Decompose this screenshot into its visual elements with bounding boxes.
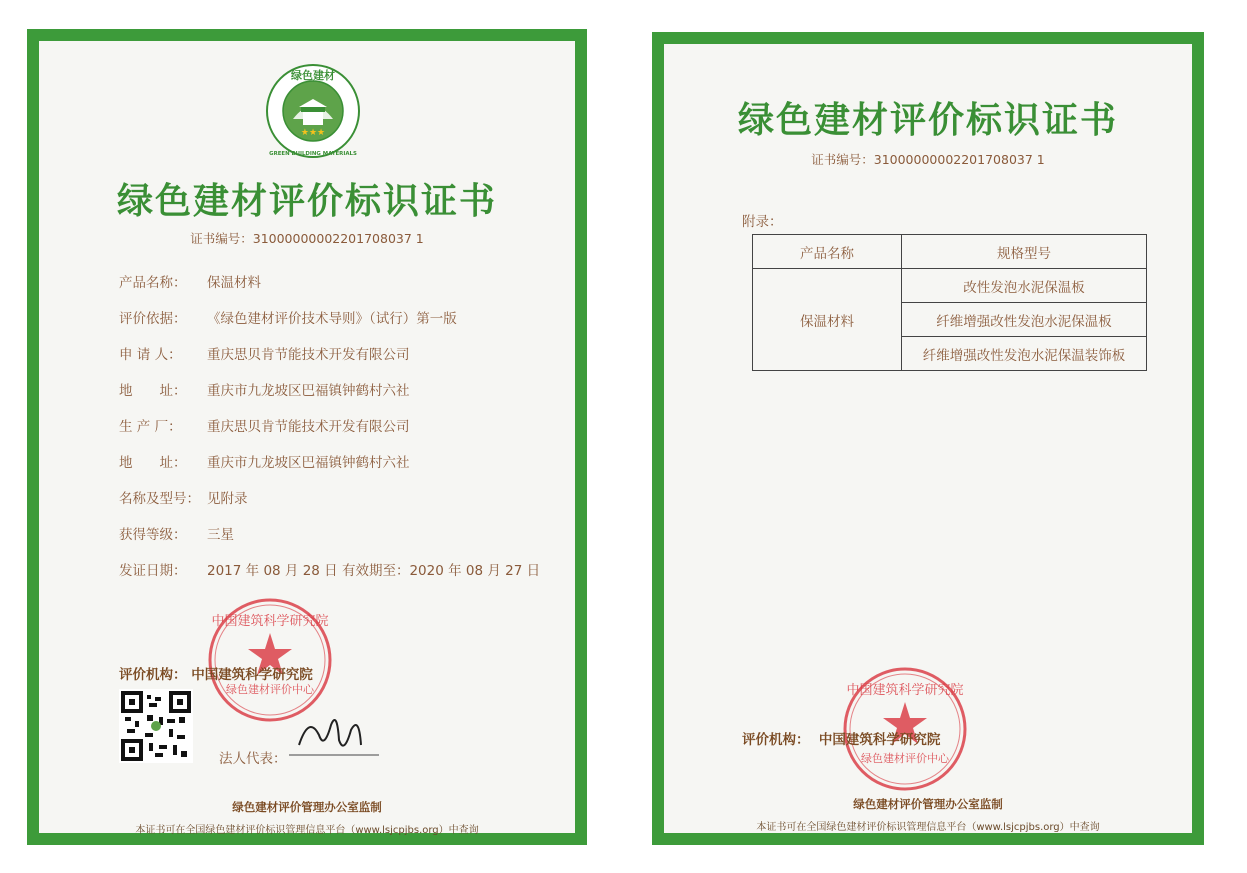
field-value: 重庆思贝肯节能技术开发有限公司	[207, 347, 410, 363]
field-label: 名称及型号：	[119, 491, 200, 507]
legal-rep	[219, 747, 287, 767]
table-header: 产品名称	[753, 235, 902, 269]
field-value: 见附录	[207, 491, 248, 507]
appendix-table	[752, 234, 1147, 371]
certificate-appendix-body	[664, 44, 1192, 833]
field-value: 重庆市九龙坡区巴福镇钟鹤村六社	[207, 383, 410, 399]
field-label: 产品名称：	[119, 275, 187, 291]
footer-query: 本证书可在全国绿色建材评价标识管理信息平台（www.lsjcpjbs.org）中查询	[756, 822, 1100, 833]
field-row	[119, 379, 410, 399]
field-label: 地 址：	[119, 383, 187, 399]
certificate-number: 证书编号：31000000002201708037 1	[190, 231, 424, 246]
field-value: 重庆市九龙坡区巴福镇钟鹤村六社	[207, 455, 410, 471]
field-row	[119, 343, 410, 363]
field-row	[119, 487, 248, 507]
field-label: 评价依据：	[119, 311, 187, 327]
table-cell-model: 改性发泡水泥保温板	[902, 269, 1147, 303]
field-label: 生 产 厂：	[119, 419, 182, 435]
qr-code-icon[interactable]	[119, 689, 193, 763]
field-label: 申 请 人：	[119, 347, 182, 363]
field-value: 2017 年 08 月 28 日 有效期至：2020 年 08 月 27 日	[207, 563, 541, 579]
seal-subtext: 绿色建材评价中心	[226, 683, 314, 696]
certificate-title: 绿色建材评价标识证书	[116, 180, 497, 222]
certificate-front	[27, 29, 587, 845]
evaluation-org	[119, 663, 313, 683]
field-value: 重庆思贝肯节能技术开发有限公司	[207, 419, 410, 435]
footer-supervision: 绿色建材评价管理办公室监制	[232, 800, 382, 814]
certificate-title: 绿色建材评价标识证书	[737, 99, 1118, 141]
table-cell-product: 保温材料	[753, 269, 902, 371]
logo-top-text: 绿色建材	[291, 69, 335, 82]
seal-text: 中国建筑科学研究院	[846, 683, 964, 698]
footer-query: 本证书可在全国绿色建材评价标识管理信息平台（www.lsjcpjbs.org）中查询	[135, 825, 479, 836]
certificate-appendix	[652, 32, 1204, 845]
certificate-number: 证书编号：31000000002201708037 1	[811, 152, 1045, 167]
field-row	[119, 271, 261, 291]
logo-bottom-text: GREEN BUILDING MATERIALS	[269, 151, 357, 157]
appendix-label: 附录：	[742, 214, 783, 230]
org-name: 中国建筑科学研究院	[818, 732, 941, 748]
evaluation-org	[742, 728, 940, 748]
field-label: 发证日期：	[119, 563, 187, 579]
field-row	[119, 559, 540, 579]
seal-subtext: 绿色建材评价中心	[861, 752, 949, 765]
field-value: 三星	[207, 527, 234, 543]
table-header: 规格型号	[902, 235, 1147, 269]
table-cell-model: 纤维增强改性发泡水泥保温板	[902, 303, 1147, 337]
org-name: 中国建筑科学研究院	[191, 667, 313, 683]
seal-text: 中国建筑科学研究院	[211, 614, 329, 629]
signature	[289, 705, 379, 765]
legal-rep-label: 法人代表：	[219, 751, 287, 767]
field-row	[119, 523, 234, 543]
field-row	[119, 307, 457, 327]
field-label: 获得等级：	[119, 527, 187, 543]
org-label: 评价机构：	[742, 732, 810, 748]
field-row	[119, 415, 410, 435]
field-label: 地 址：	[119, 455, 187, 471]
field-row	[119, 451, 410, 471]
logo-stars: ★★★	[300, 128, 326, 138]
field-value: 《绿色建材评价技术导则》（试行）第一版	[207, 311, 457, 327]
table-header-row	[753, 235, 1147, 269]
table-cell-model: 纤维增强改性发泡水泥保温装饰板	[902, 337, 1147, 371]
table-row	[753, 269, 1147, 303]
certificate-front-body	[39, 41, 575, 836]
field-value: 保温材料	[207, 275, 261, 291]
org-label: 评价机构：	[119, 667, 187, 683]
green-building-logo-icon	[265, 63, 361, 159]
footer-supervision: 绿色建材评价管理办公室监制	[853, 797, 1003, 811]
